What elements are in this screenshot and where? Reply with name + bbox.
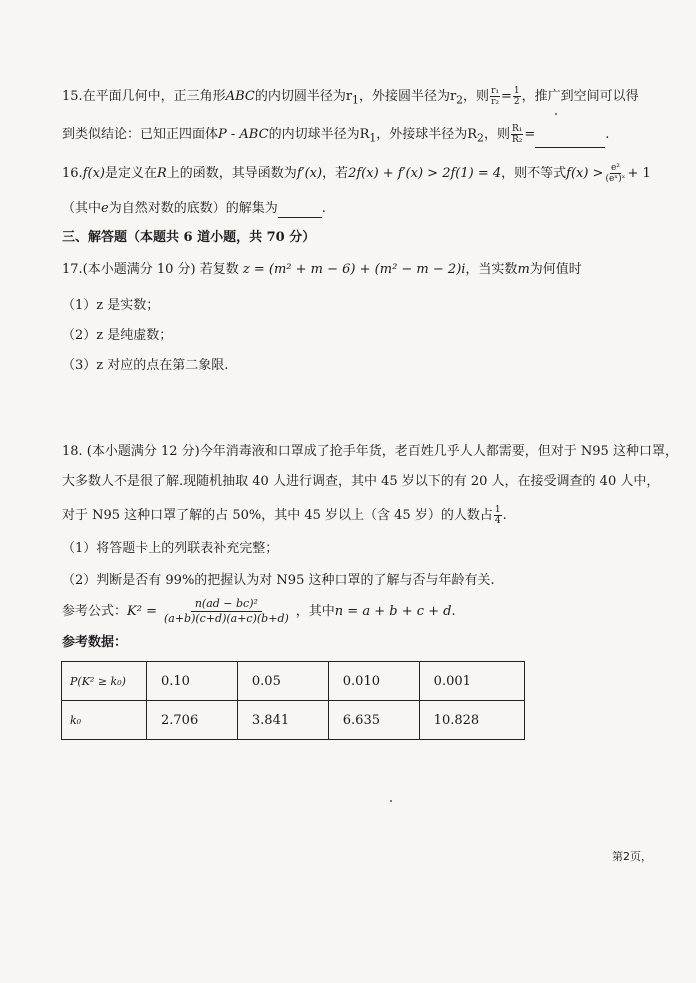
table-cell: 10.828	[419, 701, 524, 740]
q16-text: 上的函数，其导函数为	[166, 166, 297, 181]
q15-half	[513, 86, 521, 107]
q18-data-label: 参考数据：	[62, 635, 128, 650]
q15-sub: 1	[369, 131, 377, 145]
q16-text: ，若	[322, 166, 349, 181]
q15-ratio-num: r₁	[491, 86, 499, 96]
q16-ineq-left: f(x) >	[566, 166, 604, 181]
q15-rratio-den: R₂	[511, 135, 523, 145]
table-cell: 2.706	[147, 701, 238, 740]
q15-line1	[62, 86, 640, 110]
q15-pabc: P - ABC	[218, 127, 269, 142]
q15-eq: =	[500, 89, 512, 104]
q16-ineq-den: (eˣ)ˣ	[605, 174, 626, 184]
q16-line1	[62, 163, 651, 184]
q15-text: ，则	[483, 127, 510, 142]
q16-ineq-num: e²	[610, 163, 620, 173]
scan-speck	[555, 113, 557, 115]
q17-item-3: （3）z 对应的点在第二象限.	[62, 358, 229, 373]
q18-text: .	[502, 508, 507, 523]
q15-sub: 2	[477, 131, 484, 145]
q15-sub: 2	[456, 93, 464, 107]
q15-text: 到类似结论：已知正四面体	[62, 127, 219, 142]
q15-text: 的内切圆半径为r	[254, 89, 353, 104]
reference-table	[61, 661, 525, 740]
q15-text: ，外接圆半径为r	[358, 89, 457, 104]
q15-text: ，推广到空间可以得	[521, 89, 639, 104]
q15-rratio	[511, 124, 523, 145]
q15-ratio	[490, 86, 500, 107]
q18-quarter-num: 1	[494, 505, 501, 515]
q18-formula-label: 参考公式：	[62, 604, 128, 619]
q17-text: ，当实数	[465, 262, 518, 277]
q18-line3	[62, 505, 640, 526]
q15-abc: ABC	[225, 89, 255, 104]
q18-formula-tail: ，其中	[295, 604, 335, 619]
q16-text: 为自然对数的底数）的解集为	[108, 201, 278, 216]
table-cell: 0.001	[419, 662, 524, 701]
q15-half-den: 2	[513, 97, 520, 107]
q16-answer-blank[interactable]	[278, 203, 322, 218]
q18-formula	[62, 596, 640, 628]
q18-formula-end: .	[451, 604, 456, 619]
q18-line1: 18. (本小题满分 12 分)今年消毒液和口罩成了抢手年货，老百姓几乎人人都需要，但对于 N95 这种口罩，	[62, 444, 678, 459]
q16-line2: （其中e为自然对数的底数）的解集为 .	[62, 201, 326, 216]
q17-text: 为何值时	[529, 262, 582, 277]
q15-text: ，外接球半径为R	[376, 127, 478, 142]
q18-formula-den: (a+b)(c+d)(a+c)(b+d)	[163, 612, 289, 625]
q15-sub: 1	[352, 93, 359, 107]
q18-formula-num: n(ad − bc)²	[191, 597, 262, 612]
q18-quarter	[494, 505, 502, 526]
table-row	[62, 662, 525, 701]
q16-fx: f(x)	[82, 166, 105, 181]
page-number: 第2页，	[612, 850, 652, 863]
scan-speck	[390, 800, 392, 802]
q18-item-2: （2）判断是否有 99%的把握认为对 N95 这种口罩的了解与否与年龄有关.	[62, 573, 495, 588]
q15-answer-blank[interactable]	[535, 133, 605, 148]
table-cell: 0.010	[328, 662, 419, 701]
q17-stem	[62, 261, 640, 279]
table-cell: 0.05	[237, 662, 328, 701]
q15-line2: 到类似结论：已知正四面体P - ABC的内切球半径为$R_1$，外接球半径为$R_2$，则 $\frac{\text{R₁}}{\text{R₂}}$ = .	[62, 124, 640, 148]
q18-formula-n: n = a + b + c + d	[334, 604, 452, 619]
q15-half-num: 1	[513, 86, 520, 96]
q18-quarter-den: 4	[494, 516, 501, 526]
q16-text: （其中	[62, 201, 102, 216]
table-row	[62, 701, 525, 740]
table-header-cell: P(K² ≥ k₀)	[62, 662, 147, 701]
q17-text: 17.(本小题满分 10 分) 若复数	[62, 262, 239, 277]
q15-eq: =	[524, 127, 536, 142]
q15-rratio-num: R₁	[511, 124, 523, 134]
q16-condition: 2f(x) + f′(x) > 2f(1) = 4	[348, 166, 502, 181]
q17-m: m	[517, 262, 530, 277]
q17-item-2: （2）z 是纯虚数；	[62, 328, 173, 343]
q16-fpx: f′(x)	[296, 166, 323, 181]
q18-line2: 大多数人不是很了解.现随机抽取 40 人进行调查，其中 45 岁以下的有 20 人，在接受调查的 40 人中，	[62, 474, 660, 489]
q18-formula-frac	[160, 597, 293, 626]
q15-ratio-den: r₂	[491, 97, 499, 107]
q18-item-1: （1）将答题卡上的列联表补充完整；	[62, 541, 279, 556]
q16-text: 是定义在	[104, 166, 157, 181]
q16-text: 16.	[62, 166, 83, 181]
table-header-cell: k₀	[62, 701, 147, 740]
q18-formula-lhs: K² =	[127, 604, 157, 619]
q16-text: ，则不等式	[501, 166, 567, 181]
section-heading: 三、解答题（本题共 6 道小题，共 70 分）	[62, 230, 316, 245]
q17-formula: z = (m² + m − 6) + (m² − m − 2)i	[242, 262, 466, 277]
table-cell: 0.10	[147, 662, 238, 701]
q16-ineq-frac	[604, 163, 626, 184]
q15-text: 的内切球半径为R	[268, 127, 370, 142]
q15-text: ，则	[463, 89, 490, 104]
q16-R: R	[157, 166, 167, 181]
table-cell: 3.841	[237, 701, 328, 740]
table-cell: 6.635	[328, 701, 419, 740]
q18-text: 对于 N95 这种口罩了解的占 50%，其中 45 岁以上（含 45 岁）的人数占	[62, 508, 493, 523]
q16-ineq-right: + 1	[627, 166, 651, 181]
q17-item-1: （1）z 是实数；	[62, 298, 160, 313]
q15-text: 15.在平面几何中，正三角形	[62, 89, 226, 104]
q16-e: e	[101, 201, 109, 216]
